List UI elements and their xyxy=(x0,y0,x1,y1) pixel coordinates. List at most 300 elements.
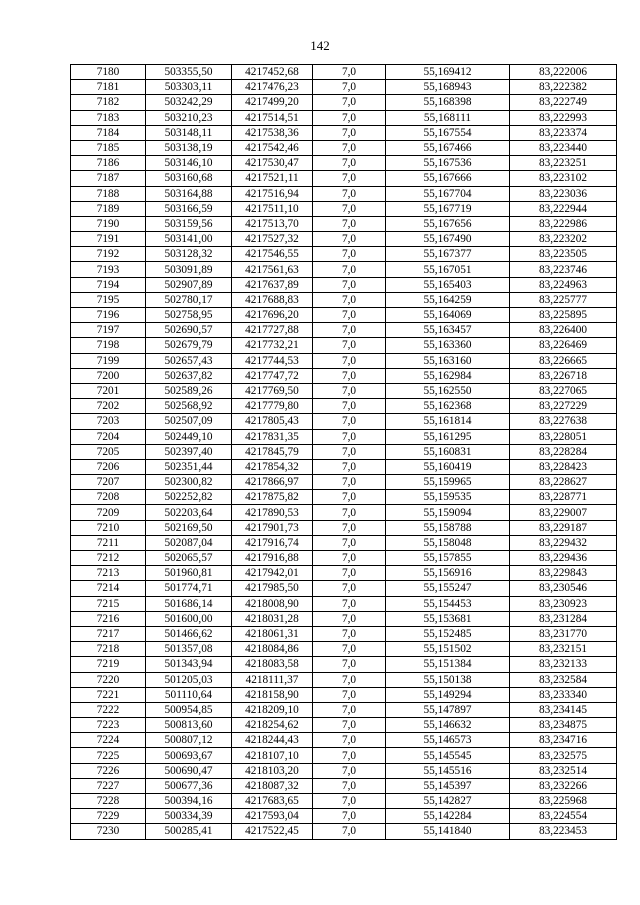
longitude-cell: 83,232575 xyxy=(510,748,617,763)
longitude-cell: 83,232584 xyxy=(510,672,617,687)
latitude-cell: 55,146573 xyxy=(386,733,510,748)
value-cell: 7,0 xyxy=(313,824,386,839)
y-coordinate-cell: 4218158,90 xyxy=(232,687,313,702)
value-cell: 7,0 xyxy=(313,247,386,262)
y-coordinate-cell: 4217696,20 xyxy=(232,308,313,323)
table-row xyxy=(71,216,617,231)
x-coordinate-cell: 503355,50 xyxy=(146,65,232,80)
y-coordinate-cell: 4218084,86 xyxy=(232,642,313,657)
y-coordinate-cell: 4217516,94 xyxy=(232,186,313,201)
point-number-cell: 7183 xyxy=(71,110,146,125)
value-cell: 7,0 xyxy=(313,657,386,672)
point-number-cell: 7205 xyxy=(71,444,146,459)
table-row xyxy=(71,171,617,186)
value-cell: 7,0 xyxy=(313,383,386,398)
point-number-cell: 7203 xyxy=(71,414,146,429)
latitude-cell: 55,159965 xyxy=(386,475,510,490)
latitude-cell: 55,167554 xyxy=(386,125,510,140)
point-number-cell: 7216 xyxy=(71,611,146,626)
point-number-cell: 7215 xyxy=(71,596,146,611)
point-number-cell: 7226 xyxy=(71,763,146,778)
longitude-cell: 83,222944 xyxy=(510,201,617,216)
latitude-cell: 55,149294 xyxy=(386,687,510,702)
latitude-cell: 55,168398 xyxy=(386,95,510,110)
longitude-cell: 83,229187 xyxy=(510,520,617,535)
latitude-cell: 55,161295 xyxy=(386,429,510,444)
point-number-cell: 7210 xyxy=(71,520,146,535)
y-coordinate-cell: 4217530,47 xyxy=(232,156,313,171)
point-number-cell: 7189 xyxy=(71,201,146,216)
x-coordinate-cell: 502065,57 xyxy=(146,551,232,566)
x-coordinate-cell: 503146,10 xyxy=(146,156,232,171)
point-number-cell: 7212 xyxy=(71,551,146,566)
longitude-cell: 83,222993 xyxy=(510,110,617,125)
point-number-cell: 7201 xyxy=(71,383,146,398)
value-cell: 7,0 xyxy=(313,201,386,216)
latitude-cell: 55,157855 xyxy=(386,551,510,566)
longitude-cell: 83,223036 xyxy=(510,186,617,201)
latitude-cell: 55,151384 xyxy=(386,657,510,672)
coordinates-table-body xyxy=(71,65,617,840)
value-cell: 7,0 xyxy=(313,459,386,474)
point-number-cell: 7227 xyxy=(71,778,146,793)
y-coordinate-cell: 4217732,21 xyxy=(232,338,313,353)
latitude-cell: 55,152485 xyxy=(386,626,510,641)
value-cell: 7,0 xyxy=(313,566,386,581)
point-number-cell: 7214 xyxy=(71,581,146,596)
value-cell: 7,0 xyxy=(313,733,386,748)
longitude-cell: 83,226718 xyxy=(510,368,617,383)
table-row xyxy=(71,125,617,140)
latitude-cell: 55,145545 xyxy=(386,748,510,763)
y-coordinate-cell: 4217916,88 xyxy=(232,551,313,566)
value-cell: 7,0 xyxy=(313,475,386,490)
x-coordinate-cell: 501110,64 xyxy=(146,687,232,702)
table-row xyxy=(71,277,617,292)
point-number-cell: 7199 xyxy=(71,353,146,368)
latitude-cell: 55,158048 xyxy=(386,535,510,550)
table-row xyxy=(71,323,617,338)
y-coordinate-cell: 4217476,23 xyxy=(232,80,313,95)
table-row xyxy=(71,80,617,95)
y-coordinate-cell: 4218107,10 xyxy=(232,748,313,763)
x-coordinate-cell: 502657,43 xyxy=(146,353,232,368)
table-row xyxy=(71,505,617,520)
point-number-cell: 7185 xyxy=(71,140,146,155)
point-number-cell: 7228 xyxy=(71,794,146,809)
y-coordinate-cell: 4218111,37 xyxy=(232,672,313,687)
table-row xyxy=(71,520,617,535)
y-coordinate-cell: 4217985,50 xyxy=(232,581,313,596)
x-coordinate-cell: 503210,23 xyxy=(146,110,232,125)
latitude-cell: 55,145397 xyxy=(386,778,510,793)
latitude-cell: 55,164259 xyxy=(386,292,510,307)
y-coordinate-cell: 4218031,28 xyxy=(232,611,313,626)
longitude-cell: 83,232133 xyxy=(510,657,617,672)
value-cell: 7,0 xyxy=(313,809,386,824)
point-number-cell: 7221 xyxy=(71,687,146,702)
latitude-cell: 55,156916 xyxy=(386,566,510,581)
table-row xyxy=(71,338,617,353)
longitude-cell: 83,233340 xyxy=(510,687,617,702)
table-row xyxy=(71,794,617,809)
table-row xyxy=(71,718,617,733)
longitude-cell: 83,226469 xyxy=(510,338,617,353)
point-number-cell: 7188 xyxy=(71,186,146,201)
latitude-cell: 55,151502 xyxy=(386,642,510,657)
y-coordinate-cell: 4217513,70 xyxy=(232,216,313,231)
y-coordinate-cell: 4218008,90 xyxy=(232,596,313,611)
latitude-cell: 55,153681 xyxy=(386,611,510,626)
point-number-cell: 7193 xyxy=(71,262,146,277)
longitude-cell: 83,223440 xyxy=(510,140,617,155)
table-row xyxy=(71,809,617,824)
y-coordinate-cell: 4217522,45 xyxy=(232,824,313,839)
value-cell: 7,0 xyxy=(313,80,386,95)
point-number-cell: 7224 xyxy=(71,733,146,748)
point-number-cell: 7196 xyxy=(71,308,146,323)
x-coordinate-cell: 501600,00 xyxy=(146,611,232,626)
point-number-cell: 7230 xyxy=(71,824,146,839)
x-coordinate-cell: 502351,44 xyxy=(146,459,232,474)
table-row xyxy=(71,201,617,216)
y-coordinate-cell: 4217769,50 xyxy=(232,383,313,398)
y-coordinate-cell: 4217538,36 xyxy=(232,125,313,140)
table-row xyxy=(71,156,617,171)
x-coordinate-cell: 501357,08 xyxy=(146,642,232,657)
point-number-cell: 7181 xyxy=(71,80,146,95)
latitude-cell: 55,167536 xyxy=(386,156,510,171)
table-row xyxy=(71,247,617,262)
table-row xyxy=(71,383,617,398)
latitude-cell: 55,158788 xyxy=(386,520,510,535)
table-row xyxy=(71,778,617,793)
y-coordinate-cell: 4218209,10 xyxy=(232,702,313,717)
latitude-cell: 55,164069 xyxy=(386,308,510,323)
value-cell: 7,0 xyxy=(313,596,386,611)
latitude-cell: 55,150138 xyxy=(386,672,510,687)
value-cell: 7,0 xyxy=(313,65,386,80)
point-number-cell: 7219 xyxy=(71,657,146,672)
x-coordinate-cell: 503148,11 xyxy=(146,125,232,140)
value-cell: 7,0 xyxy=(313,763,386,778)
x-coordinate-cell: 500693,67 xyxy=(146,748,232,763)
value-cell: 7,0 xyxy=(313,308,386,323)
y-coordinate-cell: 4218061,31 xyxy=(232,626,313,641)
longitude-cell: 83,223202 xyxy=(510,232,617,247)
x-coordinate-cell: 502637,82 xyxy=(146,368,232,383)
value-cell: 7,0 xyxy=(313,490,386,505)
value-cell: 7,0 xyxy=(313,626,386,641)
y-coordinate-cell: 4217546,55 xyxy=(232,247,313,262)
point-number-cell: 7206 xyxy=(71,459,146,474)
table-row xyxy=(71,429,617,444)
value-cell: 7,0 xyxy=(313,429,386,444)
table-row xyxy=(71,596,617,611)
point-number-cell: 7180 xyxy=(71,65,146,80)
x-coordinate-cell: 502780,17 xyxy=(146,292,232,307)
value-cell: 7,0 xyxy=(313,444,386,459)
x-coordinate-cell: 503138,19 xyxy=(146,140,232,155)
table-row xyxy=(71,687,617,702)
longitude-cell: 83,228284 xyxy=(510,444,617,459)
longitude-cell: 83,222986 xyxy=(510,216,617,231)
latitude-cell: 55,167666 xyxy=(386,171,510,186)
y-coordinate-cell: 4218244,43 xyxy=(232,733,313,748)
longitude-cell: 83,223453 xyxy=(510,824,617,839)
latitude-cell: 55,142284 xyxy=(386,809,510,824)
x-coordinate-cell: 502679,79 xyxy=(146,338,232,353)
value-cell: 7,0 xyxy=(313,125,386,140)
y-coordinate-cell: 4217561,63 xyxy=(232,262,313,277)
x-coordinate-cell: 502507,09 xyxy=(146,414,232,429)
table-row xyxy=(71,626,617,641)
latitude-cell: 55,160419 xyxy=(386,459,510,474)
x-coordinate-cell: 500954,85 xyxy=(146,702,232,717)
latitude-cell: 55,169412 xyxy=(386,65,510,80)
y-coordinate-cell: 4217593,04 xyxy=(232,809,313,824)
y-coordinate-cell: 4217845,79 xyxy=(232,444,313,459)
value-cell: 7,0 xyxy=(313,399,386,414)
latitude-cell: 55,163457 xyxy=(386,323,510,338)
latitude-cell: 55,154453 xyxy=(386,596,510,611)
latitude-cell: 55,145516 xyxy=(386,763,510,778)
y-coordinate-cell: 4217637,89 xyxy=(232,277,313,292)
x-coordinate-cell: 502252,82 xyxy=(146,490,232,505)
table-row xyxy=(71,748,617,763)
y-coordinate-cell: 4217875,82 xyxy=(232,490,313,505)
latitude-cell: 55,163160 xyxy=(386,353,510,368)
table-row xyxy=(71,581,617,596)
point-number-cell: 7198 xyxy=(71,338,146,353)
y-coordinate-cell: 4217854,32 xyxy=(232,459,313,474)
value-cell: 7,0 xyxy=(313,702,386,717)
longitude-cell: 83,222006 xyxy=(510,65,617,80)
x-coordinate-cell: 501205,03 xyxy=(146,672,232,687)
point-number-cell: 7202 xyxy=(71,399,146,414)
x-coordinate-cell: 503242,29 xyxy=(146,95,232,110)
longitude-cell: 83,227065 xyxy=(510,383,617,398)
y-coordinate-cell: 4217747,72 xyxy=(232,368,313,383)
table-row xyxy=(71,490,617,505)
value-cell: 7,0 xyxy=(313,171,386,186)
table-row xyxy=(71,611,617,626)
value-cell: 7,0 xyxy=(313,262,386,277)
value-cell: 7,0 xyxy=(313,292,386,307)
value-cell: 7,0 xyxy=(313,718,386,733)
point-number-cell: 7195 xyxy=(71,292,146,307)
longitude-cell: 83,234716 xyxy=(510,733,617,748)
table-row xyxy=(71,414,617,429)
longitude-cell: 83,225895 xyxy=(510,308,617,323)
longitude-cell: 83,223374 xyxy=(510,125,617,140)
latitude-cell: 55,167051 xyxy=(386,262,510,277)
value-cell: 7,0 xyxy=(313,156,386,171)
value-cell: 7,0 xyxy=(313,687,386,702)
point-number-cell: 7209 xyxy=(71,505,146,520)
x-coordinate-cell: 503159,56 xyxy=(146,216,232,231)
coordinates-table xyxy=(70,64,617,840)
table-row xyxy=(71,444,617,459)
longitude-cell: 83,231284 xyxy=(510,611,617,626)
x-coordinate-cell: 502087,04 xyxy=(146,535,232,550)
y-coordinate-cell: 4217901,73 xyxy=(232,520,313,535)
table-row xyxy=(71,657,617,672)
x-coordinate-cell: 500807,12 xyxy=(146,733,232,748)
value-cell: 7,0 xyxy=(313,323,386,338)
longitude-cell: 83,230546 xyxy=(510,581,617,596)
x-coordinate-cell: 502449,10 xyxy=(146,429,232,444)
latitude-cell: 55,167490 xyxy=(386,232,510,247)
latitude-cell: 55,141840 xyxy=(386,824,510,839)
longitude-cell: 83,228627 xyxy=(510,475,617,490)
latitude-cell: 55,162368 xyxy=(386,399,510,414)
longitude-cell: 83,225968 xyxy=(510,794,617,809)
x-coordinate-cell: 502690,57 xyxy=(146,323,232,338)
x-coordinate-cell: 502203,64 xyxy=(146,505,232,520)
table-row xyxy=(71,262,617,277)
latitude-cell: 55,161814 xyxy=(386,414,510,429)
latitude-cell: 55,168943 xyxy=(386,80,510,95)
value-cell: 7,0 xyxy=(313,216,386,231)
table-row xyxy=(71,232,617,247)
longitude-cell: 83,226400 xyxy=(510,323,617,338)
x-coordinate-cell: 502589,26 xyxy=(146,383,232,398)
x-coordinate-cell: 502907,89 xyxy=(146,277,232,292)
table-row xyxy=(71,140,617,155)
longitude-cell: 83,224963 xyxy=(510,277,617,292)
point-number-cell: 7208 xyxy=(71,490,146,505)
table-row xyxy=(71,475,617,490)
value-cell: 7,0 xyxy=(313,140,386,155)
table-row xyxy=(71,733,617,748)
value-cell: 7,0 xyxy=(313,794,386,809)
value-cell: 7,0 xyxy=(313,748,386,763)
latitude-cell: 55,159535 xyxy=(386,490,510,505)
x-coordinate-cell: 503160,68 xyxy=(146,171,232,186)
point-number-cell: 7223 xyxy=(71,718,146,733)
latitude-cell: 55,160831 xyxy=(386,444,510,459)
x-coordinate-cell: 502169,50 xyxy=(146,520,232,535)
longitude-cell: 83,229007 xyxy=(510,505,617,520)
table-row xyxy=(71,535,617,550)
longitude-cell: 83,223102 xyxy=(510,171,617,186)
table-row xyxy=(71,399,617,414)
y-coordinate-cell: 4217866,97 xyxy=(232,475,313,490)
x-coordinate-cell: 500394,16 xyxy=(146,794,232,809)
point-number-cell: 7184 xyxy=(71,125,146,140)
value-cell: 7,0 xyxy=(313,642,386,657)
point-number-cell: 7225 xyxy=(71,748,146,763)
y-coordinate-cell: 4217683,65 xyxy=(232,794,313,809)
value-cell: 7,0 xyxy=(313,672,386,687)
latitude-cell: 55,159094 xyxy=(386,505,510,520)
value-cell: 7,0 xyxy=(313,505,386,520)
y-coordinate-cell: 4217511,10 xyxy=(232,201,313,216)
x-coordinate-cell: 501686,14 xyxy=(146,596,232,611)
latitude-cell: 55,147897 xyxy=(386,702,510,717)
x-coordinate-cell: 503141,00 xyxy=(146,232,232,247)
longitude-cell: 83,229436 xyxy=(510,551,617,566)
longitude-cell: 83,232151 xyxy=(510,642,617,657)
latitude-cell: 55,167377 xyxy=(386,247,510,262)
x-coordinate-cell: 503091,89 xyxy=(146,262,232,277)
point-number-cell: 7211 xyxy=(71,535,146,550)
point-number-cell: 7229 xyxy=(71,809,146,824)
point-number-cell: 7204 xyxy=(71,429,146,444)
y-coordinate-cell: 4217805,43 xyxy=(232,414,313,429)
value-cell: 7,0 xyxy=(313,232,386,247)
point-number-cell: 7217 xyxy=(71,626,146,641)
point-number-cell: 7182 xyxy=(71,95,146,110)
value-cell: 7,0 xyxy=(313,368,386,383)
longitude-cell: 83,226665 xyxy=(510,353,617,368)
page-number: 142 xyxy=(310,38,330,53)
latitude-cell: 55,162550 xyxy=(386,383,510,398)
x-coordinate-cell: 500677,36 xyxy=(146,778,232,793)
point-number-cell: 7220 xyxy=(71,672,146,687)
x-coordinate-cell: 502758,95 xyxy=(146,308,232,323)
x-coordinate-cell: 503166,59 xyxy=(146,201,232,216)
table-row xyxy=(71,65,617,80)
y-coordinate-cell: 4217890,53 xyxy=(232,505,313,520)
y-coordinate-cell: 4218254,62 xyxy=(232,718,313,733)
y-coordinate-cell: 4217499,20 xyxy=(232,95,313,110)
value-cell: 7,0 xyxy=(313,551,386,566)
value-cell: 7,0 xyxy=(313,353,386,368)
latitude-cell: 55,142827 xyxy=(386,794,510,809)
x-coordinate-cell: 500285,41 xyxy=(146,824,232,839)
x-coordinate-cell: 503128,32 xyxy=(146,247,232,262)
table-row xyxy=(71,95,617,110)
point-number-cell: 7222 xyxy=(71,702,146,717)
point-number-cell: 7218 xyxy=(71,642,146,657)
y-coordinate-cell: 4218103,20 xyxy=(232,763,313,778)
latitude-cell: 55,146632 xyxy=(386,718,510,733)
value-cell: 7,0 xyxy=(313,186,386,201)
point-number-cell: 7197 xyxy=(71,323,146,338)
latitude-cell: 55,162984 xyxy=(386,368,510,383)
value-cell: 7,0 xyxy=(313,110,386,125)
table-row xyxy=(71,186,617,201)
longitude-cell: 83,223251 xyxy=(510,156,617,171)
x-coordinate-cell: 501466,62 xyxy=(146,626,232,641)
value-cell: 7,0 xyxy=(313,778,386,793)
x-coordinate-cell: 500690,47 xyxy=(146,763,232,778)
x-coordinate-cell: 503164,88 xyxy=(146,186,232,201)
y-coordinate-cell: 4218087,32 xyxy=(232,778,313,793)
table-row xyxy=(71,110,617,125)
longitude-cell: 83,231770 xyxy=(510,626,617,641)
latitude-cell: 55,165403 xyxy=(386,277,510,292)
point-number-cell: 7190 xyxy=(71,216,146,231)
y-coordinate-cell: 4217916,74 xyxy=(232,535,313,550)
longitude-cell: 83,227229 xyxy=(510,399,617,414)
y-coordinate-cell: 4217744,53 xyxy=(232,353,313,368)
longitude-cell: 83,232514 xyxy=(510,763,617,778)
longitude-cell: 83,229432 xyxy=(510,535,617,550)
table-row xyxy=(71,566,617,581)
table-row xyxy=(71,292,617,307)
table-row xyxy=(71,551,617,566)
table-row xyxy=(71,824,617,839)
y-coordinate-cell: 4217452,68 xyxy=(232,65,313,80)
longitude-cell: 83,224554 xyxy=(510,809,617,824)
y-coordinate-cell: 4217779,80 xyxy=(232,399,313,414)
table-row xyxy=(71,672,617,687)
table-row xyxy=(71,459,617,474)
y-coordinate-cell: 4217542,46 xyxy=(232,140,313,155)
